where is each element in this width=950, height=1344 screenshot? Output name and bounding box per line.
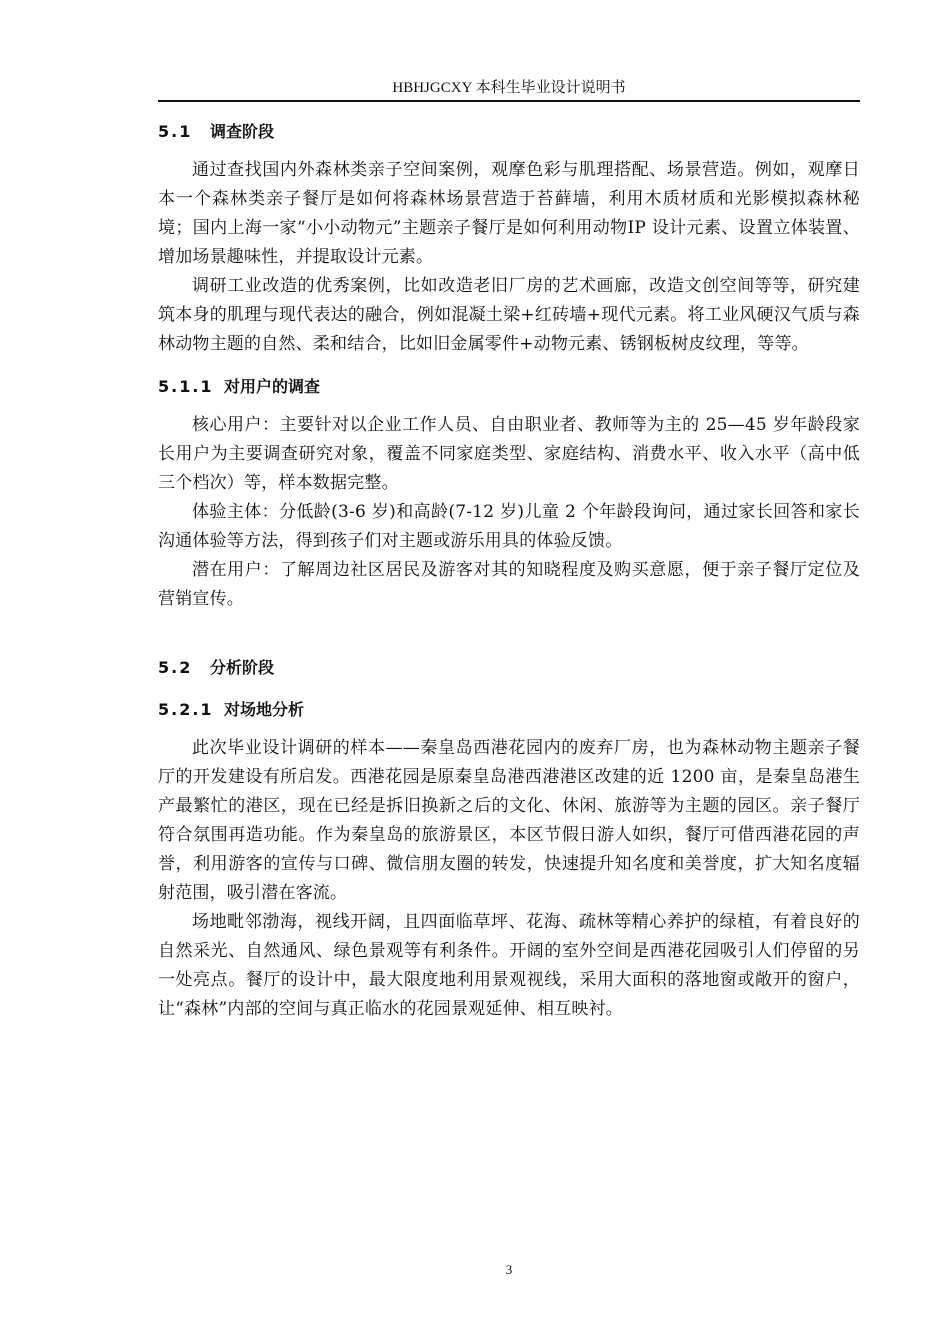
section-number: 5.2 bbox=[158, 658, 193, 677]
paragraph: 体验主体：分低龄(3-6 岁)和高龄(7-12 岁)儿童 2 个年龄段询问，通过家长回答和家长沟通体验等方法，得到孩子们对主题或游乐用具的体验反馈。 bbox=[158, 502, 860, 551]
paragraph: 场地毗邻渤海，视线开阔，且四面临草坪、花海、疏林等精心养护的绿植，有着良好的自然采光、自然通风、绿色景观等有利条件。开阔的室外空间是西港花园吸引人们停留的另一处亮点。餐厅的设计中，最大限度地利用景观视线，采用大面积的落地窗或敞开的窗户，让“森林”内部的空间与真正临水的花园景观延伸、相互映衬。 bbox=[158, 912, 860, 1019]
paragraph: 核心用户：主要针对以企业工作人员、自由职业者、教师等为主的 25—45 岁年龄段家长用户为主要调查研究对象，覆盖不同家庭类型、家庭结构、消费水平、收入水平（高中低三个档次）等，样本数据完整。 bbox=[158, 415, 860, 493]
section-number: 5.2.1 bbox=[158, 700, 214, 719]
paragraph: 潜在用户：了解周边社区居民及游客对其的知晓程度及购买意愿，便于亲子餐厅定位及营销宣传。 bbox=[158, 560, 860, 609]
section-title: 对用户的调查 bbox=[224, 377, 321, 396]
header-rule bbox=[158, 100, 860, 102]
section-title: 调查阶段 bbox=[210, 122, 275, 141]
page-content bbox=[158, 118, 860, 1024]
section-number: 5.1 bbox=[158, 122, 193, 141]
paragraph: 此次毕业设计调研的样本——秦皇岛西港花园内的废弃厂房，也为森林动物主题亲子餐厅的开发建设有所启发。西港花园是原秦皇岛港西港港区改建的近 1200 亩，是秦皇岛港生产最繁忙的港区，现在已经是拆旧换新之后的文化、休闲、旅游等为主题的园区。亲子餐厅符合氛围再造功能。作为秦皇岛的旅游景区，本区节假日游人如织，餐厅可借西港花园的声誉，利用游客的宣传与口碑、微信朋友圈的转发，快速提升知名度和美誉度，扩大知名度辐射范围，吸引潜在客流。 bbox=[158, 738, 860, 903]
running-header: HBHJGCXY 本科生毕业设计说明书 bbox=[392, 80, 626, 96]
section-heading-5-2-1 bbox=[158, 696, 860, 724]
section-heading-5-1-1 bbox=[158, 373, 860, 401]
section-heading-5-2 bbox=[158, 654, 860, 682]
paragraph: 调研工业改造的优秀案例，比如改造老旧厂房的艺术画廊，改造文创空间等等，研究建筑本身的肌理与现代表达的融合，例如混凝土梁+红砖墙+现代元素。将工业风硬汉气质与森林动物主题的自然、柔和结合，比如旧金属零件+动物元素、锈钢板树皮纹理，等等。 bbox=[158, 276, 860, 354]
section-title: 对场地分析 bbox=[224, 700, 305, 719]
page-number: 3 bbox=[505, 1262, 513, 1277]
section-heading-5-1 bbox=[158, 118, 860, 146]
section-number: 5.1.1 bbox=[158, 377, 214, 396]
paragraph: 通过查找国内外森林类亲子空间案例，观摩色彩与肌理搭配、场景营造。例如，观摩日本一个森林类亲子餐厅是如何将森林场景营造于苔藓墙，利用木质材质和光影模拟森林秘境；国内上海一家“小小动物元”主题亲子餐厅是如何利用动物IP 设计元素、设置立体装置、增加场景趣味性，并提取设计元素。 bbox=[158, 160, 860, 267]
section-title: 分析阶段 bbox=[210, 658, 275, 677]
